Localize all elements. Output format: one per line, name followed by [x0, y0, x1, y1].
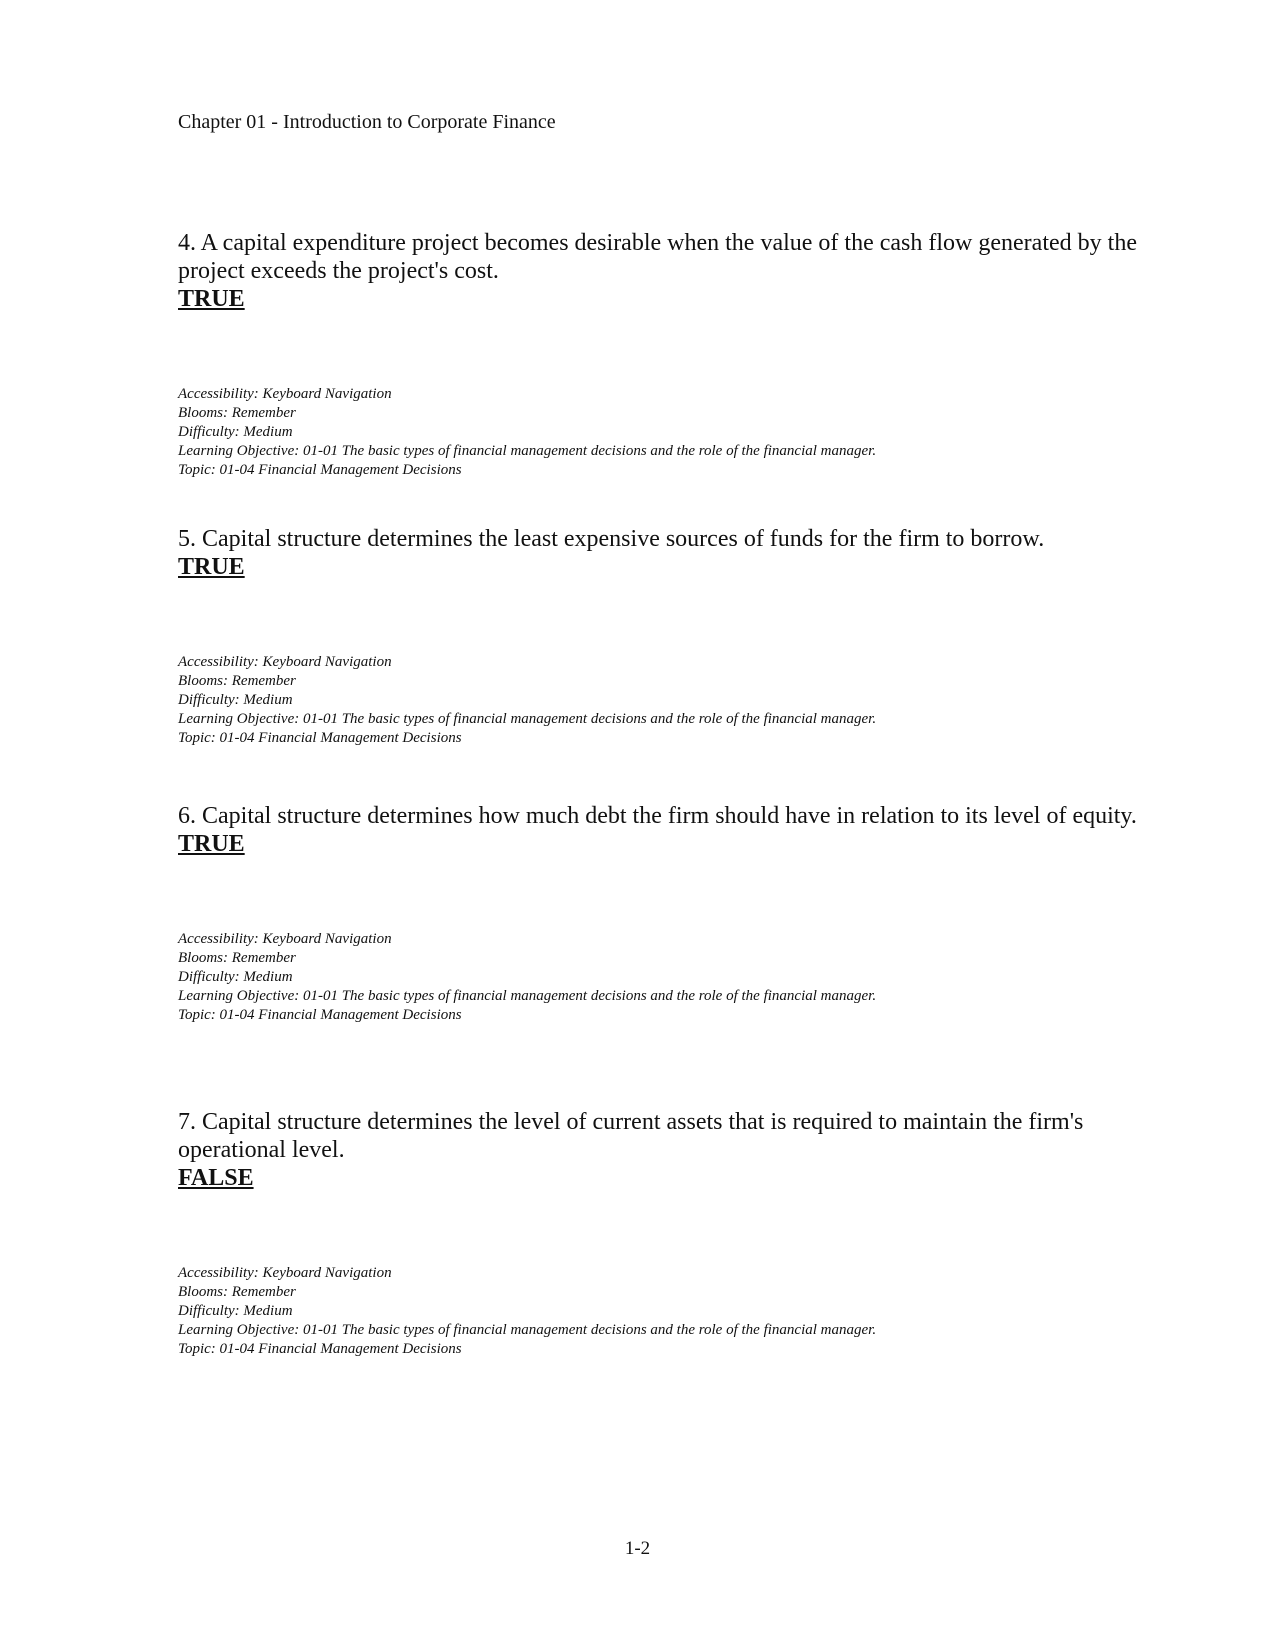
- question-item: [178, 229, 1138, 480]
- topic-tag: Topic: 01-04 Financial Management Decisions: [178, 462, 462, 478]
- accessibility-tag: Accessibility: Keyboard Navigation: [178, 654, 392, 670]
- learning-objective-tag: Learning Objective: 01-01 The basic types of financial management decisions and the role of the financial manager.: [178, 988, 877, 1004]
- question-item: [178, 802, 1138, 1025]
- answer-label: TRUE: [178, 554, 245, 580]
- topic-tag: Topic: 01-04 Financial Management Decisions: [178, 1007, 462, 1023]
- question-item: [178, 1108, 1138, 1359]
- question-metadata: [178, 1264, 1138, 1359]
- accessibility-tag: Accessibility: Keyboard Navigation: [178, 931, 392, 947]
- answer-label: TRUE: [178, 831, 245, 857]
- accessibility-tag: Accessibility: Keyboard Navigation: [178, 1265, 392, 1281]
- learning-objective-tag: Learning Objective: 01-01 The basic types of financial management decisions and the role of the financial manager.: [178, 443, 877, 459]
- topic-tag: Topic: 01-04 Financial Management Decisions: [178, 730, 462, 746]
- topic-tag: Topic: 01-04 Financial Management Decisions: [178, 1341, 462, 1357]
- question-metadata: [178, 653, 1138, 748]
- blooms-tag: Blooms: Remember: [178, 1284, 296, 1300]
- question-text: 5. Capital structure determines the least expensive sources of funds for the firm to borrow.: [178, 526, 1045, 552]
- chapter-header: Chapter 01 - Introduction to Corporate Finance: [178, 111, 556, 133]
- question-text: 4. A capital expenditure project becomes desirable when the value of the cash flow generated by the project exceeds the project's cost.: [178, 230, 1137, 284]
- answer-label: TRUE: [178, 286, 245, 312]
- learning-objective-tag: Learning Objective: 01-01 The basic types of financial management decisions and the role of the financial manager.: [178, 1322, 877, 1338]
- difficulty-tag: Difficulty: Medium: [178, 692, 293, 708]
- learning-objective-tag: Learning Objective: 01-01 The basic types of financial management decisions and the role of the financial manager.: [178, 711, 877, 727]
- question-metadata: [178, 930, 1138, 1025]
- blooms-tag: Blooms: Remember: [178, 673, 296, 689]
- question-text: 6. Capital structure determines how much debt the firm should have in relation to its level of equity.: [178, 803, 1137, 829]
- question-text: 7. Capital structure determines the level of current assets that is required to maintain the firm's operational level.: [178, 1109, 1084, 1163]
- difficulty-tag: Difficulty: Medium: [178, 424, 293, 440]
- question-metadata: [178, 385, 1138, 480]
- question-item: [178, 525, 1138, 748]
- blooms-tag: Blooms: Remember: [178, 950, 296, 966]
- difficulty-tag: Difficulty: Medium: [178, 1303, 293, 1319]
- accessibility-tag: Accessibility: Keyboard Navigation: [178, 386, 392, 402]
- answer-label: FALSE: [178, 1165, 254, 1191]
- difficulty-tag: Difficulty: Medium: [178, 969, 293, 985]
- blooms-tag: Blooms: Remember: [178, 405, 296, 421]
- page-number: 1-2: [624, 1538, 651, 1559]
